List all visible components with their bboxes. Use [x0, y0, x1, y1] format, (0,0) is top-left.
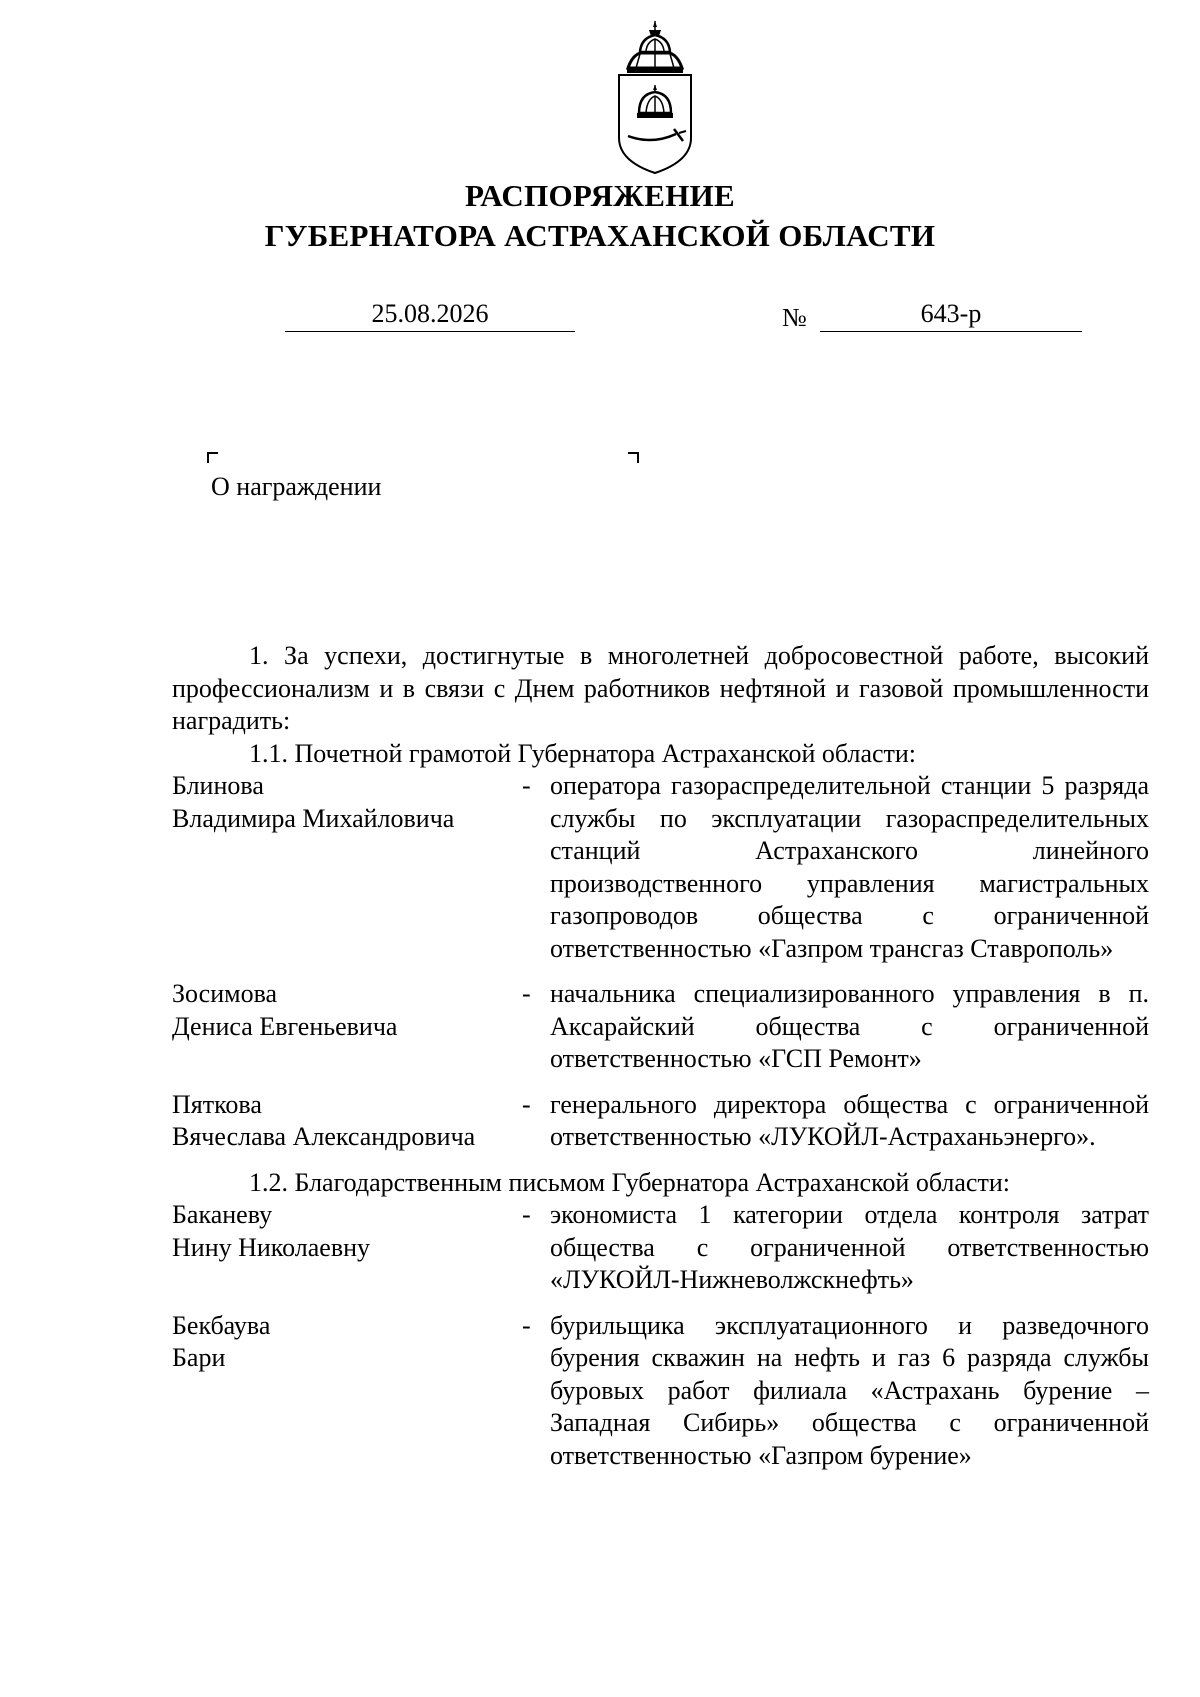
recipient-surname: Зосимова [172, 979, 278, 1008]
subject-bracket-right [628, 452, 639, 463]
recipient-given-name: Дениса Евгеньевича [172, 1011, 398, 1041]
entry-dash: - [522, 1089, 531, 1119]
recipient-position: экономиста 1 категории отдела контроля затрат общества с ограниченной ответственностью «ЛУКОЙЛ-Нижневолжскнефть» [550, 1200, 1149, 1294]
entry-dash: - [522, 979, 531, 1008]
recipient-surname: Пяткова [172, 1089, 262, 1119]
document-number: 643-р [820, 297, 1082, 332]
recipient-surname: Бекбаува [172, 1310, 271, 1340]
award-entry [172, 770, 1149, 965]
main-paragraph: 1. За успехи, достигнутые в многолетней добросовестной работе, высокий профессионализм и в связи с Днем работников нефтяной и газовой промышленности наградить: [172, 641, 1149, 735]
recipient-given-name: Бари [172, 1343, 226, 1372]
recipient-name [172, 978, 522, 1076]
recipient-name [172, 1199, 522, 1297]
document-title: РАСПОРЯЖЕНИЕ [464, 178, 736, 213]
coat-of-arms-icon [610, 18, 700, 178]
recipient-position: генерального директора общества с ограниченной ответственностью «ЛУКОЙЛ-Астраханьэнерго». [550, 1089, 1149, 1151]
recipient-given-name: Владимира Михайловича [172, 803, 455, 833]
recipient-given-name: Нину Николаевну [172, 1232, 371, 1262]
document-subject: О награждении [211, 472, 382, 501]
section-heading-2: 1.2. Благодарственным письмом Губернатора Астраханской области: [249, 1167, 1010, 1197]
document-issuer: ГУБЕРНАТОРА АСТРАХАНСКОЙ ОБЛАСТИ [264, 218, 936, 253]
recipient-position: начальника специализированного управления в п. Аксарайский общества с ограниченной ответственностью «ГСП Ремонт» [550, 979, 1149, 1073]
subject-bracket-left [207, 452, 218, 463]
number-sign: № [782, 303, 807, 332]
recipient-given-name: Вячеслава Александровича [172, 1122, 476, 1151]
recipient-position: бурильщика эксплуатационного и разведочного бурения скважин на нефть и газ 6 разряда службы буровых работ филиала «Астрахань бурение – Западная Сибирь» общества с ограниченной ответственностью «Газпром бурение» [550, 1310, 1149, 1470]
recipient-name [172, 1089, 522, 1154]
recipient-surname: Баканеву [172, 1200, 273, 1229]
award-entry [172, 1199, 1149, 1297]
award-entry [172, 1310, 1149, 1473]
recipient-position: оператора газораспределительной станции 5 разряда службы по эксплуатации газораспределительных станций Астраханского линейного производственного управления магистральных газопроводов общества с ограниченной ответственностью «Газпром трансгаз Ставрополь» [550, 771, 1149, 963]
entry-dash: - [522, 771, 531, 800]
document-date: 25.08.2026 [285, 297, 575, 332]
award-entry [172, 978, 1149, 1076]
recipient-surname: Блинова [172, 771, 264, 800]
award-entry [172, 1089, 1149, 1154]
recipient-name [172, 770, 522, 965]
document-body [172, 640, 1149, 1472]
section-heading-1: 1.1. Почетной грамотой Губернатора Астраханской области: [249, 738, 917, 768]
entry-dash: - [522, 1310, 531, 1340]
recipient-name [172, 1310, 522, 1473]
entry-dash: - [522, 1200, 531, 1229]
